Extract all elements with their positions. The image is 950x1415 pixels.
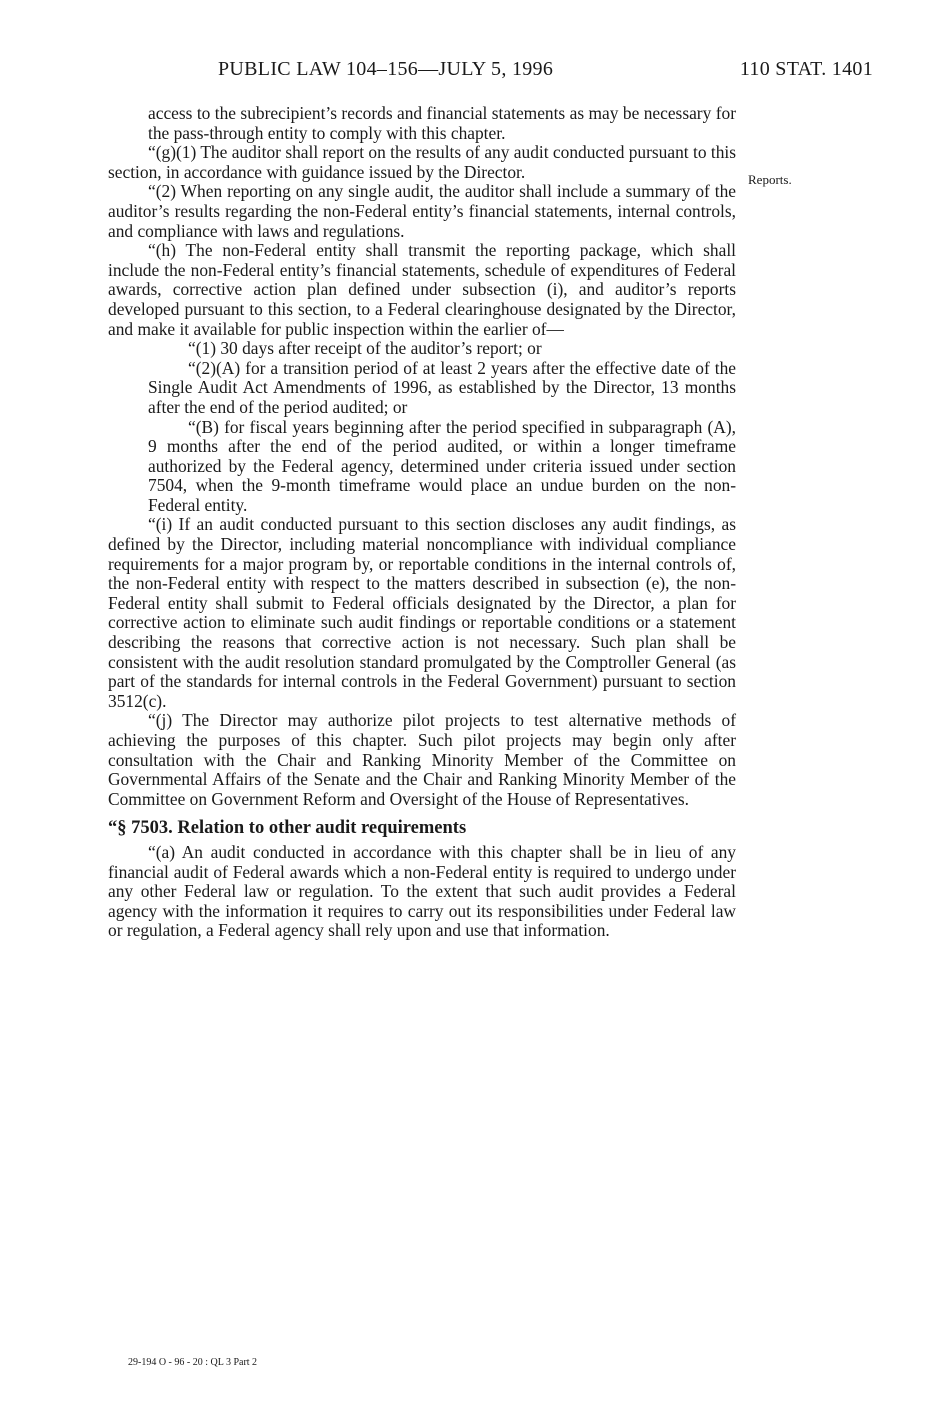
paragraph-i: “(i) If an audit conducted pursuant to this section discloses any audit findings, as defined by the Director, including material noncompliance with individual compliance requirements for a major program by, or reportable conditions in the internal controls of, the non-Federal entity with respect to the matters described in subsection (e), the non-Federal entity shall submit to Federal officials designated by the Director, a plan for corrective action to eliminate such audit findings or reportable conditions or a statement describing the reasons that corrective action is not necessary. Such plan shall be consistent with the audit resolution standard promulgated by the Comptroller General (as part of the standards for internal controls in the Federal Government) pursuant to section 3512(c). xyxy=(108,514,736,711)
page-header xyxy=(218,58,873,84)
print-footer: 29-194 O - 96 - 20 : QL 3 Part 2 xyxy=(128,1357,258,1368)
paragraph-g1: “(g)(1) The auditor shall report on the results of any audit conducted pursuant to this section, in accordance with guidance issued by the Director. xyxy=(108,142,736,182)
paragraph-h2a: “(2)(A) for a transition period of at least 2 years after the effective date of the Single Audit Act Amendments of 1996, as established by the Director, 13 months after the end of the period audited; or xyxy=(148,357,736,417)
paragraph-h1: “(1) 30 days after receipt of the auditor’s report; or xyxy=(188,338,542,359)
paragraph-continuation: access to the subrecipient’s records and financial statements as may be necessary for the pass-through entity to comply with this chapter. xyxy=(148,103,736,143)
margin-note-reports: Reports. xyxy=(748,172,792,187)
paragraph-g2: “(2) When reporting on any single audit, the auditor shall include a summary of the auditor’s results regarding the non-Federal entity’s financial statements, internal controls, and compliance with laws and regulations. xyxy=(108,181,736,241)
paragraph-h2b: “(B) for fiscal years beginning after the period specified in subparagraph (A), 9 months after the end of the period audited, or within a longer timeframe authorized by the Federal agency, determined under criteria issued under section 7504, when the 9-month timeframe would place an undue burden on the non-Federal entity. xyxy=(148,416,736,515)
paragraph-7503a: “(a) An audit conducted in accordance with this chapter shall be in lieu of any financial audit of Federal awards which a non-Federal entity is required to undergo under any other Federal law or regulation. To the extent that such audit provides a Federal agency with the information it requires to carry out its responsibilities under Federal law or regulation, a Federal agency shall rely upon and use that information. xyxy=(108,841,736,941)
paragraph-j: “(j) The Director may authorize pilot projects to test alternative methods of achieving the purposes of this chapter. Such pilot projects may begin only after consultation with the Chair and Ranking Minority Member of the Committee on Governmental Affairs of the Senate and the Chair and Ranking Minority Member of the Committee on Government Reform and Oversight of the House of Representatives. xyxy=(108,710,736,809)
section-heading: “§ 7503. Relation to other audit requirements xyxy=(108,818,467,839)
paragraph-h: “(h) The non-Federal entity shall transmit the reporting package, which shall include the non-Federal entity’s financial statements, schedule of expenditures of Federal awards, corrective action plan defined under subsection (i), and auditor’s reports developed pursuant to this section, to a Federal clearinghouse designated by the Director, and make it available for public inspection within the earlier of— xyxy=(108,240,736,339)
statute-page-number: 110 STAT. 1401 xyxy=(739,58,873,80)
law-title: PUBLIC LAW 104–156—JULY 5, 1996 xyxy=(218,58,554,80)
law-text-body xyxy=(108,104,736,941)
